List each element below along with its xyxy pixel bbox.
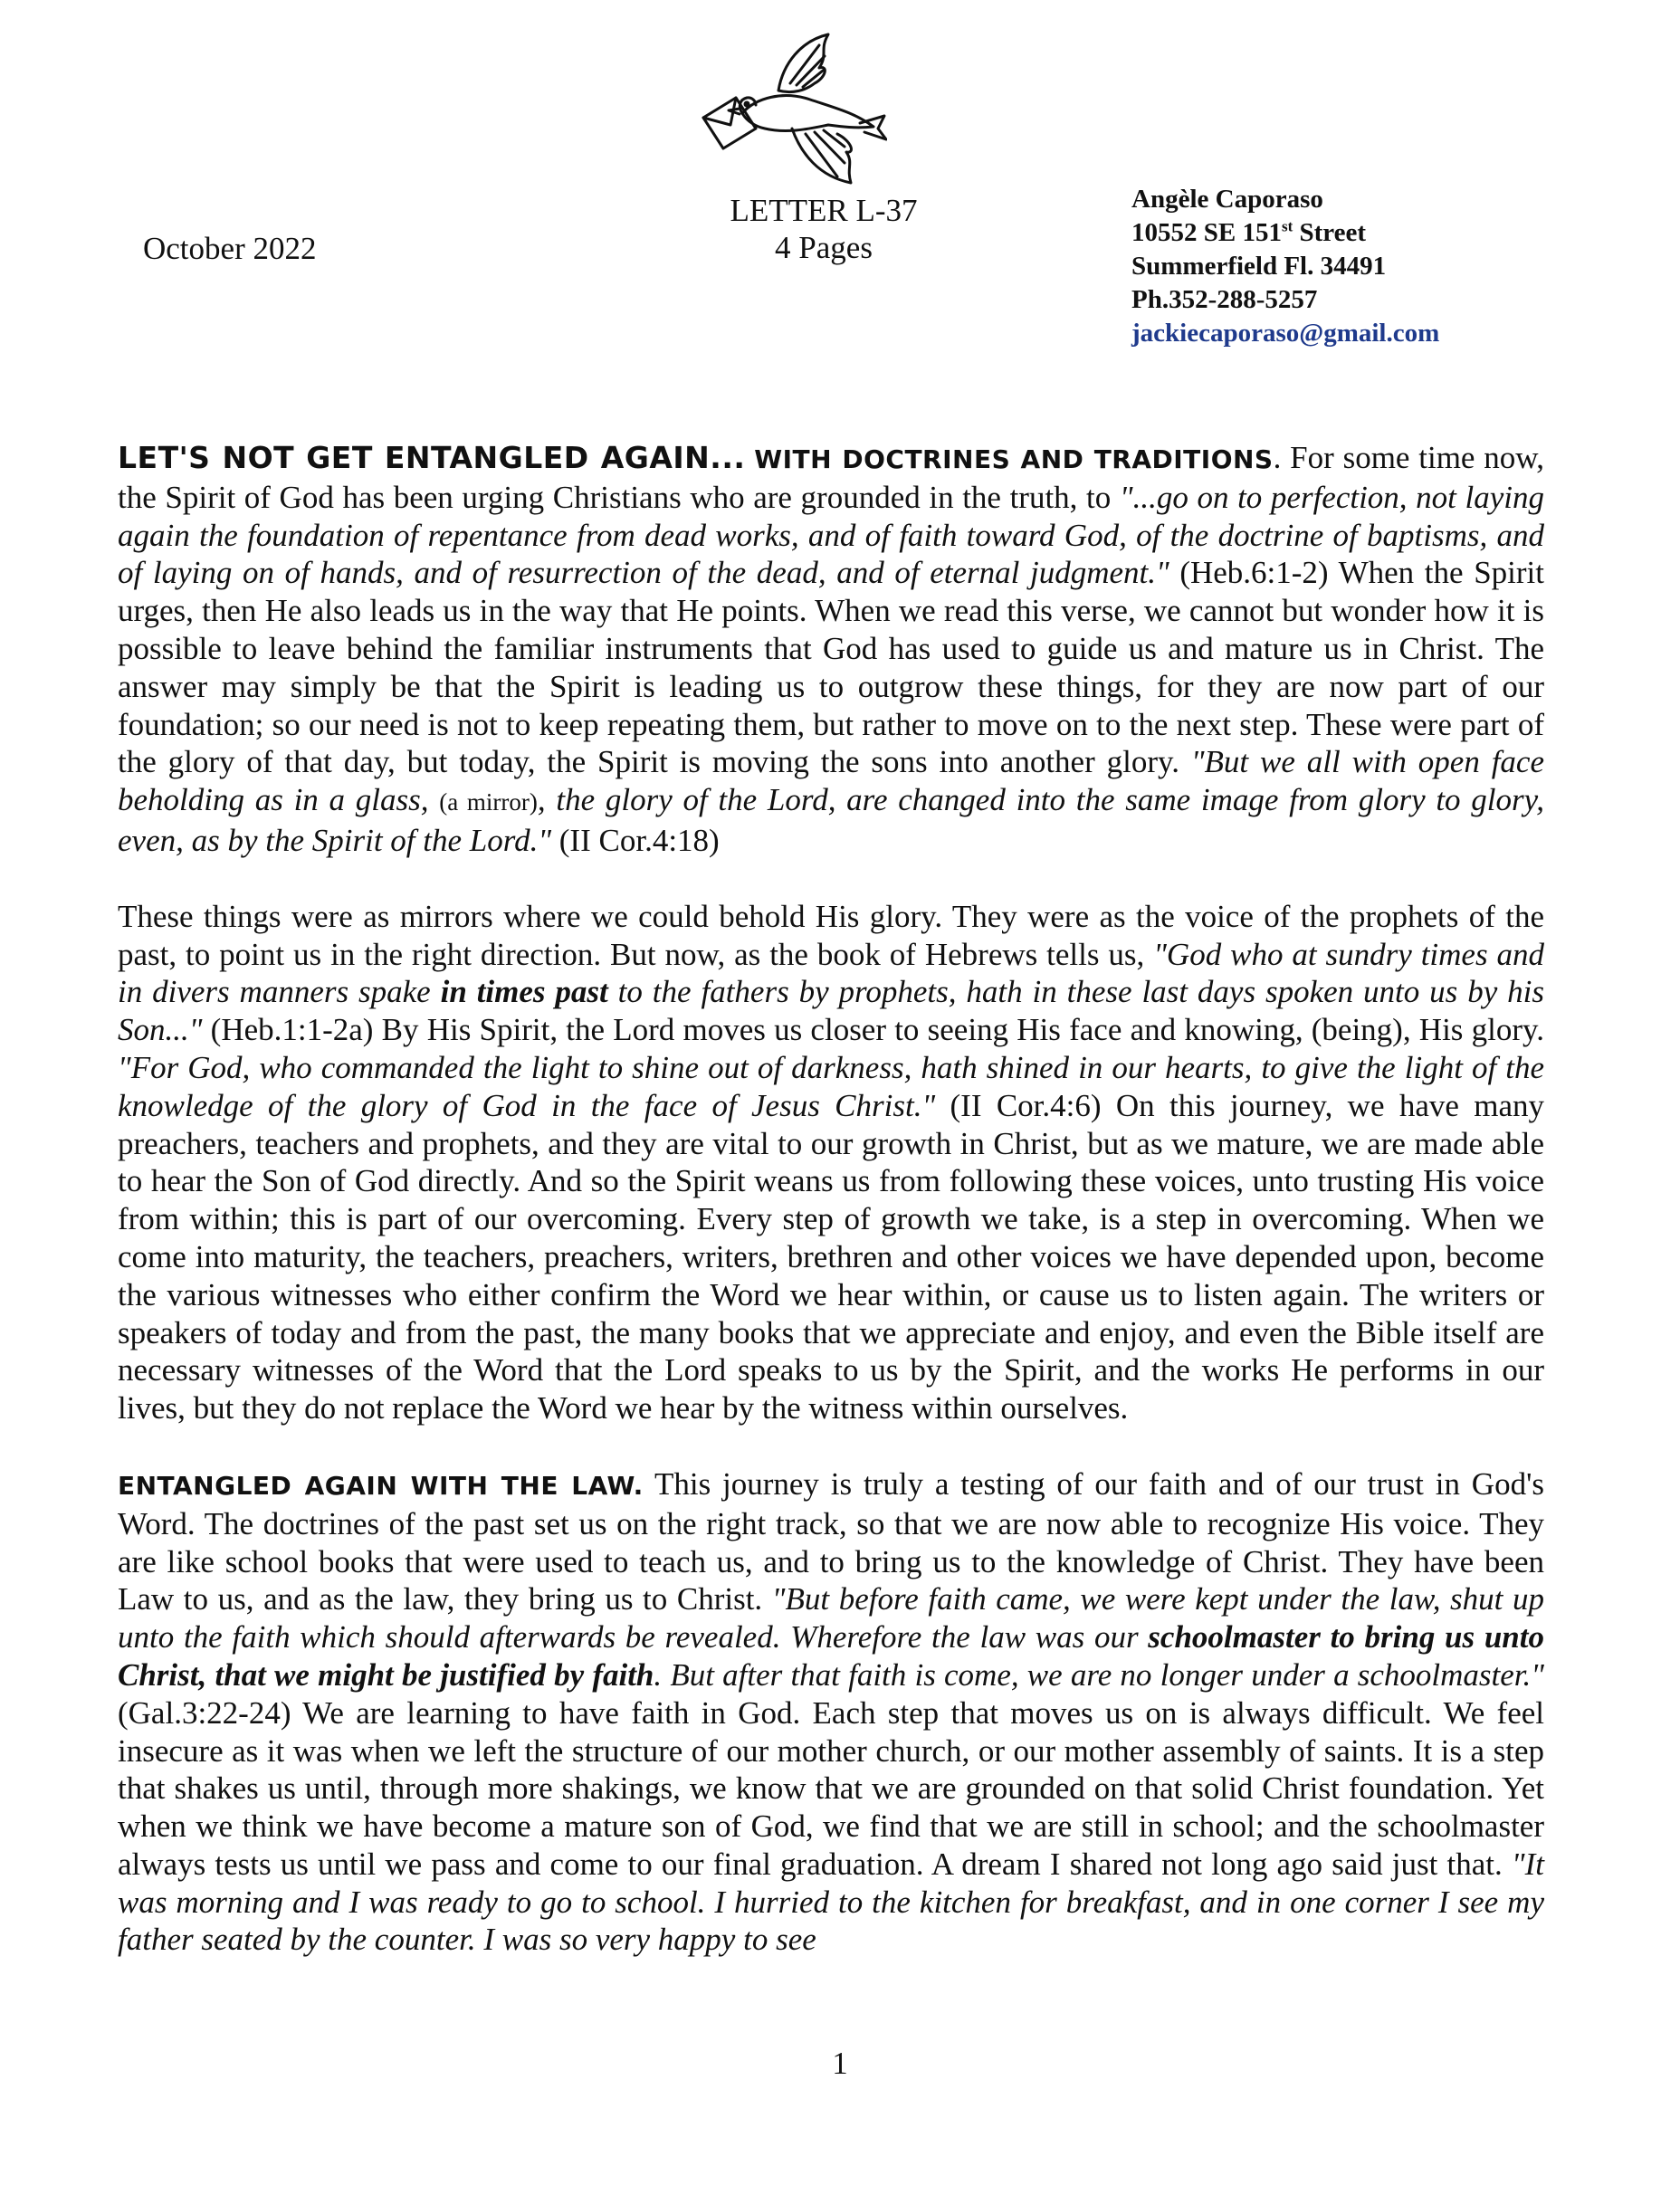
paragraph-3: ENTANGLED AGAIN WITH THE LAW. This journey is truly a testing of our faith and of our trust in God's Word. The doctrines of the past set us on the right track, so that we are now able to recognize His voice. They are like school books that were used to teach us, and to bring us to the knowledge of Christ. They have been Law to us, and as the law, they bring us to Christ. "But before faith came, we were kept under the law, shut up unto the faith which should afterwards be revealed. Wherefore the law was our schoolmaster to bring us unto Christ, that we might be justified by faith. But after that faith is come, we are no longer under a schoolmaster." (Gal.3:22-24) We are learning to have faith in God. Each step that moves us on is always difficult. We feel insecure as it was when we left the structure of our mother church, or our mother assembly of saints. It is a step that shakes us until, through more shakings, we know that we are grounded on that solid Christ foundation. Yet when we think we have become a mature son of God, we find that we are still in school; and the schoolmaster always tests us until we pass and come to our final graduation. A dream I shared not long ago said just that. "It was morning and I was ready to go to school. I hurried to the kitchen for breakfast, and in one corner I see my father seated by the counter. I was so very happy to see bbox=[118, 1465, 1545, 1958]
inline-note: (a mirror) bbox=[439, 788, 538, 816]
scripture-quote: "...go on to perfection, not laying again the foundation of repentance from dead works, and of faith toward God, of the doctrine of baptisms, and of laying on of hands, and of resurrection of the dead, and of eternal judgment." bbox=[118, 479, 1544, 591]
page-count: 4 Pages bbox=[775, 230, 873, 265]
letter-id-block bbox=[706, 192, 941, 266]
section-heading-2: ENTANGLED AGAIN WITH THE LAW. bbox=[118, 1470, 644, 1501]
letter-date: October 2022 bbox=[143, 231, 317, 266]
email-address[interactable]: jackiecaporaso@gmail.com bbox=[1131, 319, 1440, 348]
scripture-quote: "But before faith came, we were kept under the law, shut up unto the faith which should afterwards be revealed. Wherefore the law was our bbox=[118, 1581, 1545, 1655]
sender-address bbox=[1131, 183, 1439, 350]
section-heading-1a: LET'S NOT GET ENTANGLED AGAIN... bbox=[118, 440, 746, 475]
letter-number: LETTER L-37 bbox=[730, 193, 918, 228]
street-address: 10552 SE 151st Street bbox=[1131, 217, 1367, 247]
section-heading-1b: WITH DOCTRINES AND TRADITIONS bbox=[754, 444, 1274, 474]
scripture-quote: "For God, who commanded the light to shine out of darkness, hath shined in our hearts, to give the light of the knowledge of the glory of God in the face of Jesus Christ." bbox=[118, 1049, 1544, 1123]
paragraph-1: LET'S NOT GET ENTANGLED AGAIN... WITH DOCTRINES AND TRADITIONS. For some time now, the Spirit of God has been urging Christians who are grounded in the truth, to "...go on to perfection, not laying again the foundation of repentance from dead works, and of faith toward God, of the doctrine of baptisms, and of laying on of hands, and of resurrection of the dead, and of eternal judgment." (Heb.6:1-2) When the Spirit urges, then He also leads us in the way that He points. When we read this verse, we cannot but wonder how it is possible to leave behind the familiar instruments that God has used to guide us and mature us in Christ. The answer may simply be that the Spirit is leading us to outgrow these things, for they are now part of our foundation; so our need is not to keep repeating them, but rather to move on to the next step. These were part of the glory of that day, but today, the Spirit is moving the sons into another glory. "But we all with open face beholding as in a glass, (a mirror), the glory of the Lord, are changed into the same image from glory to glory, even, as by the Spirit of the Lord." (II Cor.4:18) bbox=[118, 440, 1545, 858]
author-name: Angèle Caporaso bbox=[1131, 185, 1323, 214]
city-state-zip: Summerfield Fl. 34491 bbox=[1131, 252, 1387, 281]
dove-with-letter-logo bbox=[692, 27, 887, 195]
page-number: 1 bbox=[832, 2046, 848, 2081]
dream-quote: "It was morning and I was ready to go to school. I hurried to the kitchen for breakfast, and in one corner I see my father seated by the counter. I was so very happy to see bbox=[118, 1846, 1544, 1958]
scripture-quote: "God who at sundry times and in divers manners spake bbox=[118, 936, 1544, 1010]
scripture-quote: "But we all with open face beholding as in a glass, bbox=[118, 744, 1544, 818]
phone-number: Ph.352-288-5257 bbox=[1131, 285, 1318, 314]
paragraph-2: These things were as mirrors where we could behold His glory. They were as the voice of the prophets of the past, to point us in the right direction. But now, as the book of Hebrews tells us, "God who at sundry times and in divers manners spake in times past to the fathers by prophets, hath in these last days spoken unto us by his Son..." (Heb.1:1-2a) By His Spirit, the Lord moves us closer to seeing His face and knowing, (being), His glory. "For God, who commanded the light to shine out of darkness, hath shined in our hearts, to give the light of the knowledge of the glory of God in the face of Jesus Christ." (II Cor.4:6) On this journey, we have many preachers, teachers and prophets, and they are vital to our growth in Christ, but as we mature, we are made able to hear the Son of God directly. And so the Spirit weans us from following these voices, unto trusting His voice from within; this is part of our overcoming. Every step of growth we take, is a step in overcoming. When we come into maturity, the teachers, preachers, writers, brethren and other voices we have depended upon, become the various witnesses who either confirm the Word we hear within, or cause us to listen again. The writers or speakers of today and from the past, the many books that we appreciate and enjoy, and even the Bible itself are necessary witnesses of the Word that the Lord speaks to us by the Spirit, and the works He performs in our lives, but they do not replace the Word we hear by the witness within ourselves. bbox=[118, 898, 1544, 1426]
letter-body bbox=[118, 439, 1544, 1959]
